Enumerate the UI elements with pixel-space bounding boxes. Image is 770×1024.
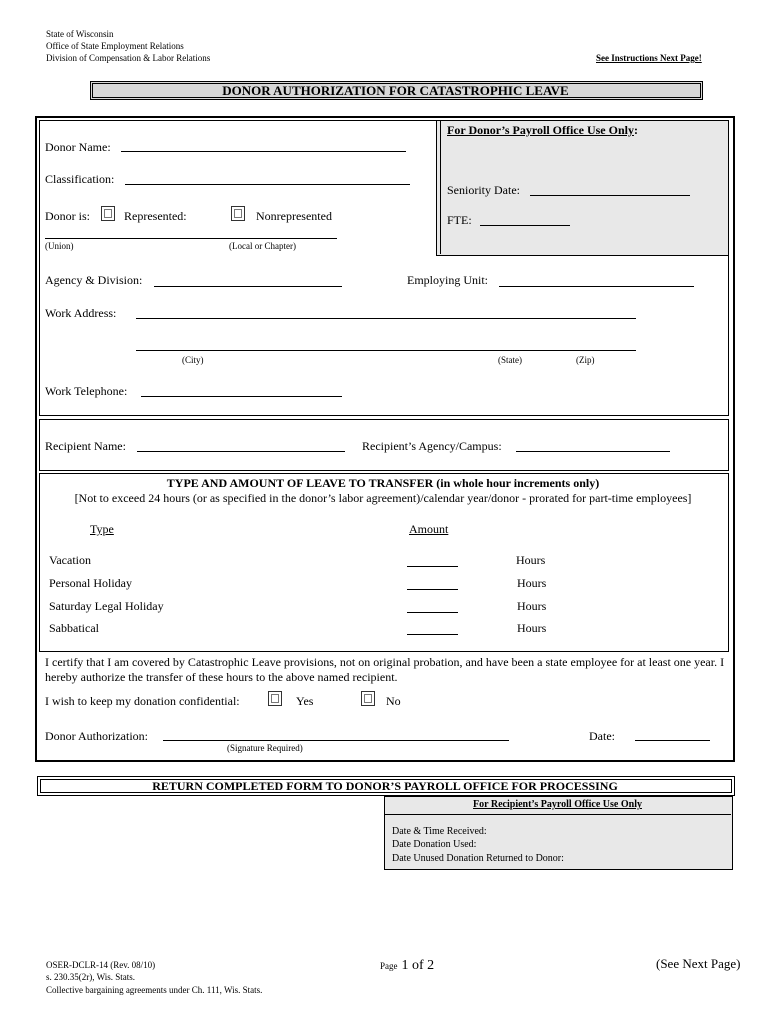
represented-label: Represented: (124, 209, 187, 223)
agency-line-3: Division of Compensation & Labor Relations (46, 53, 211, 63)
donor-signature-field[interactable] (163, 740, 509, 741)
see-next-page: (See Next Page) (656, 956, 741, 971)
city-label: (City) (182, 355, 204, 365)
recipient-agency-label: Recipient’s Agency/Campus: (362, 439, 502, 453)
zip-label: (Zip) (576, 355, 595, 365)
page-number: Page 1 of 2 (380, 958, 435, 973)
leave-row-personal-holiday: Personal Holiday (49, 576, 132, 590)
donor-authorization-label: Donor Authorization: (45, 729, 148, 743)
work-address-label: Work Address: (45, 306, 117, 320)
local-chapter-label: (Local or Chapter) (229, 241, 296, 251)
city-state-zip-field[interactable] (136, 350, 636, 351)
agency-division-label: Agency & Division: (45, 273, 143, 287)
statute-ref: s. 230.35(2r), Wis. Stats. (46, 972, 135, 982)
form-title: DONOR AUTHORIZATION FOR CATASTROPHIC LEAVE (222, 83, 569, 98)
donor-name-label: Donor Name: (45, 140, 111, 154)
confidential-label: I wish to keep my donation confidential: (45, 694, 240, 708)
vacation-amount-field[interactable] (407, 566, 458, 567)
agency-line-2: Office of State Employment Relations (46, 41, 184, 51)
leave-heading: TYPE AND AMOUNT OF LEAVE TO TRANSFER (in whole hour increments only) (166, 476, 600, 490)
sabbatical-amount-field[interactable] (407, 634, 458, 635)
personal-holiday-amount-field[interactable] (407, 589, 458, 590)
represented-checkbox[interactable] (101, 206, 115, 221)
seniority-date-label: Seniority Date: (447, 183, 520, 197)
classification-label: Classification: (45, 172, 115, 186)
nonrepresented-label: Nonrepresented (256, 209, 332, 223)
saturday-holiday-hours-label: Hours (517, 599, 547, 613)
amount-header: Amount (409, 522, 449, 536)
confidential-no-label: No (386, 694, 401, 708)
return-banner-text: RETURN COMPLETED FORM TO DONOR’S PAYROLL OFFICE FOR PROCESSING (152, 779, 618, 793)
date-donation-used-label: Date Donation Used: (392, 839, 477, 850)
employing-unit-field[interactable] (499, 286, 694, 287)
type-header: Type (90, 522, 114, 536)
seniority-date-field[interactable] (530, 195, 690, 196)
recipient-agency-field[interactable] (516, 451, 670, 452)
work-address-field[interactable] (136, 318, 636, 319)
signature-required-label: (Signature Required) (227, 743, 303, 753)
confidential-no-checkbox[interactable] (361, 691, 375, 706)
employing-unit-label: Employing Unit: (407, 273, 488, 287)
work-telephone-label: Work Telephone: (45, 384, 128, 398)
see-instructions-note: See Instructions Next Page! (596, 53, 702, 63)
agency-line-1: State of Wisconsin (46, 29, 114, 39)
work-telephone-field[interactable] (141, 396, 342, 397)
leave-row-saturday-legal-holiday: Saturday Legal Holiday (49, 599, 164, 613)
fte-field[interactable] (480, 225, 570, 226)
date-time-received-label: Date & Time Received: (392, 826, 487, 837)
confidential-yes-label: Yes (296, 694, 314, 708)
leave-subheading: [Not to exceed 24 hours (or as specified in the donor’s labor agreement)/calendar year/donor - prorated for part-time employees] (74, 491, 692, 505)
sabbatical-hours-label: Hours (517, 621, 547, 635)
nonrepresented-checkbox[interactable] (231, 206, 245, 221)
donor-payroll-title: For Donor’s Payroll Office Use Only: (447, 123, 638, 137)
fte-label: FTE: (447, 213, 472, 227)
classification-field[interactable] (125, 184, 410, 185)
confidential-yes-checkbox[interactable] (268, 691, 282, 706)
date-label: Date: (589, 729, 615, 743)
recipient-name-label: Recipient Name: (45, 439, 126, 453)
date-unused-returned-label: Date Unused Donation Returned to Donor: (392, 853, 564, 864)
personal-holiday-hours-label: Hours (517, 576, 547, 590)
union-field[interactable] (45, 238, 337, 239)
leave-row-vacation: Vacation (49, 553, 91, 567)
union-label: (Union) (45, 241, 74, 251)
vacation-hours-label: Hours (516, 553, 546, 567)
leave-row-sabbatical: Sabbatical (49, 621, 99, 635)
certify-statement: I certify that I am covered by Catastrophic Leave provisions, not on original probation, and have been a state employee for at least one year. I hereby authorize the transfer of these hours to the above named recipient. (45, 655, 725, 684)
state-label: (State) (498, 355, 522, 365)
agency-division-field[interactable] (154, 286, 342, 287)
donor-is-label: Donor is: (45, 209, 90, 223)
date-field[interactable] (635, 740, 710, 741)
bargaining-ref: Collective bargaining agreements under Ch. 111, Wis. Stats. (46, 985, 263, 995)
donor-name-field[interactable] (121, 151, 406, 152)
recipient-payroll-title: For Recipient’s Payroll Office Use Only (473, 799, 642, 810)
saturday-holiday-amount-field[interactable] (407, 612, 458, 613)
form-id: OSER-DCLR-14 (Rev. 08/10) (46, 960, 156, 970)
recipient-name-field[interactable] (137, 451, 345, 452)
